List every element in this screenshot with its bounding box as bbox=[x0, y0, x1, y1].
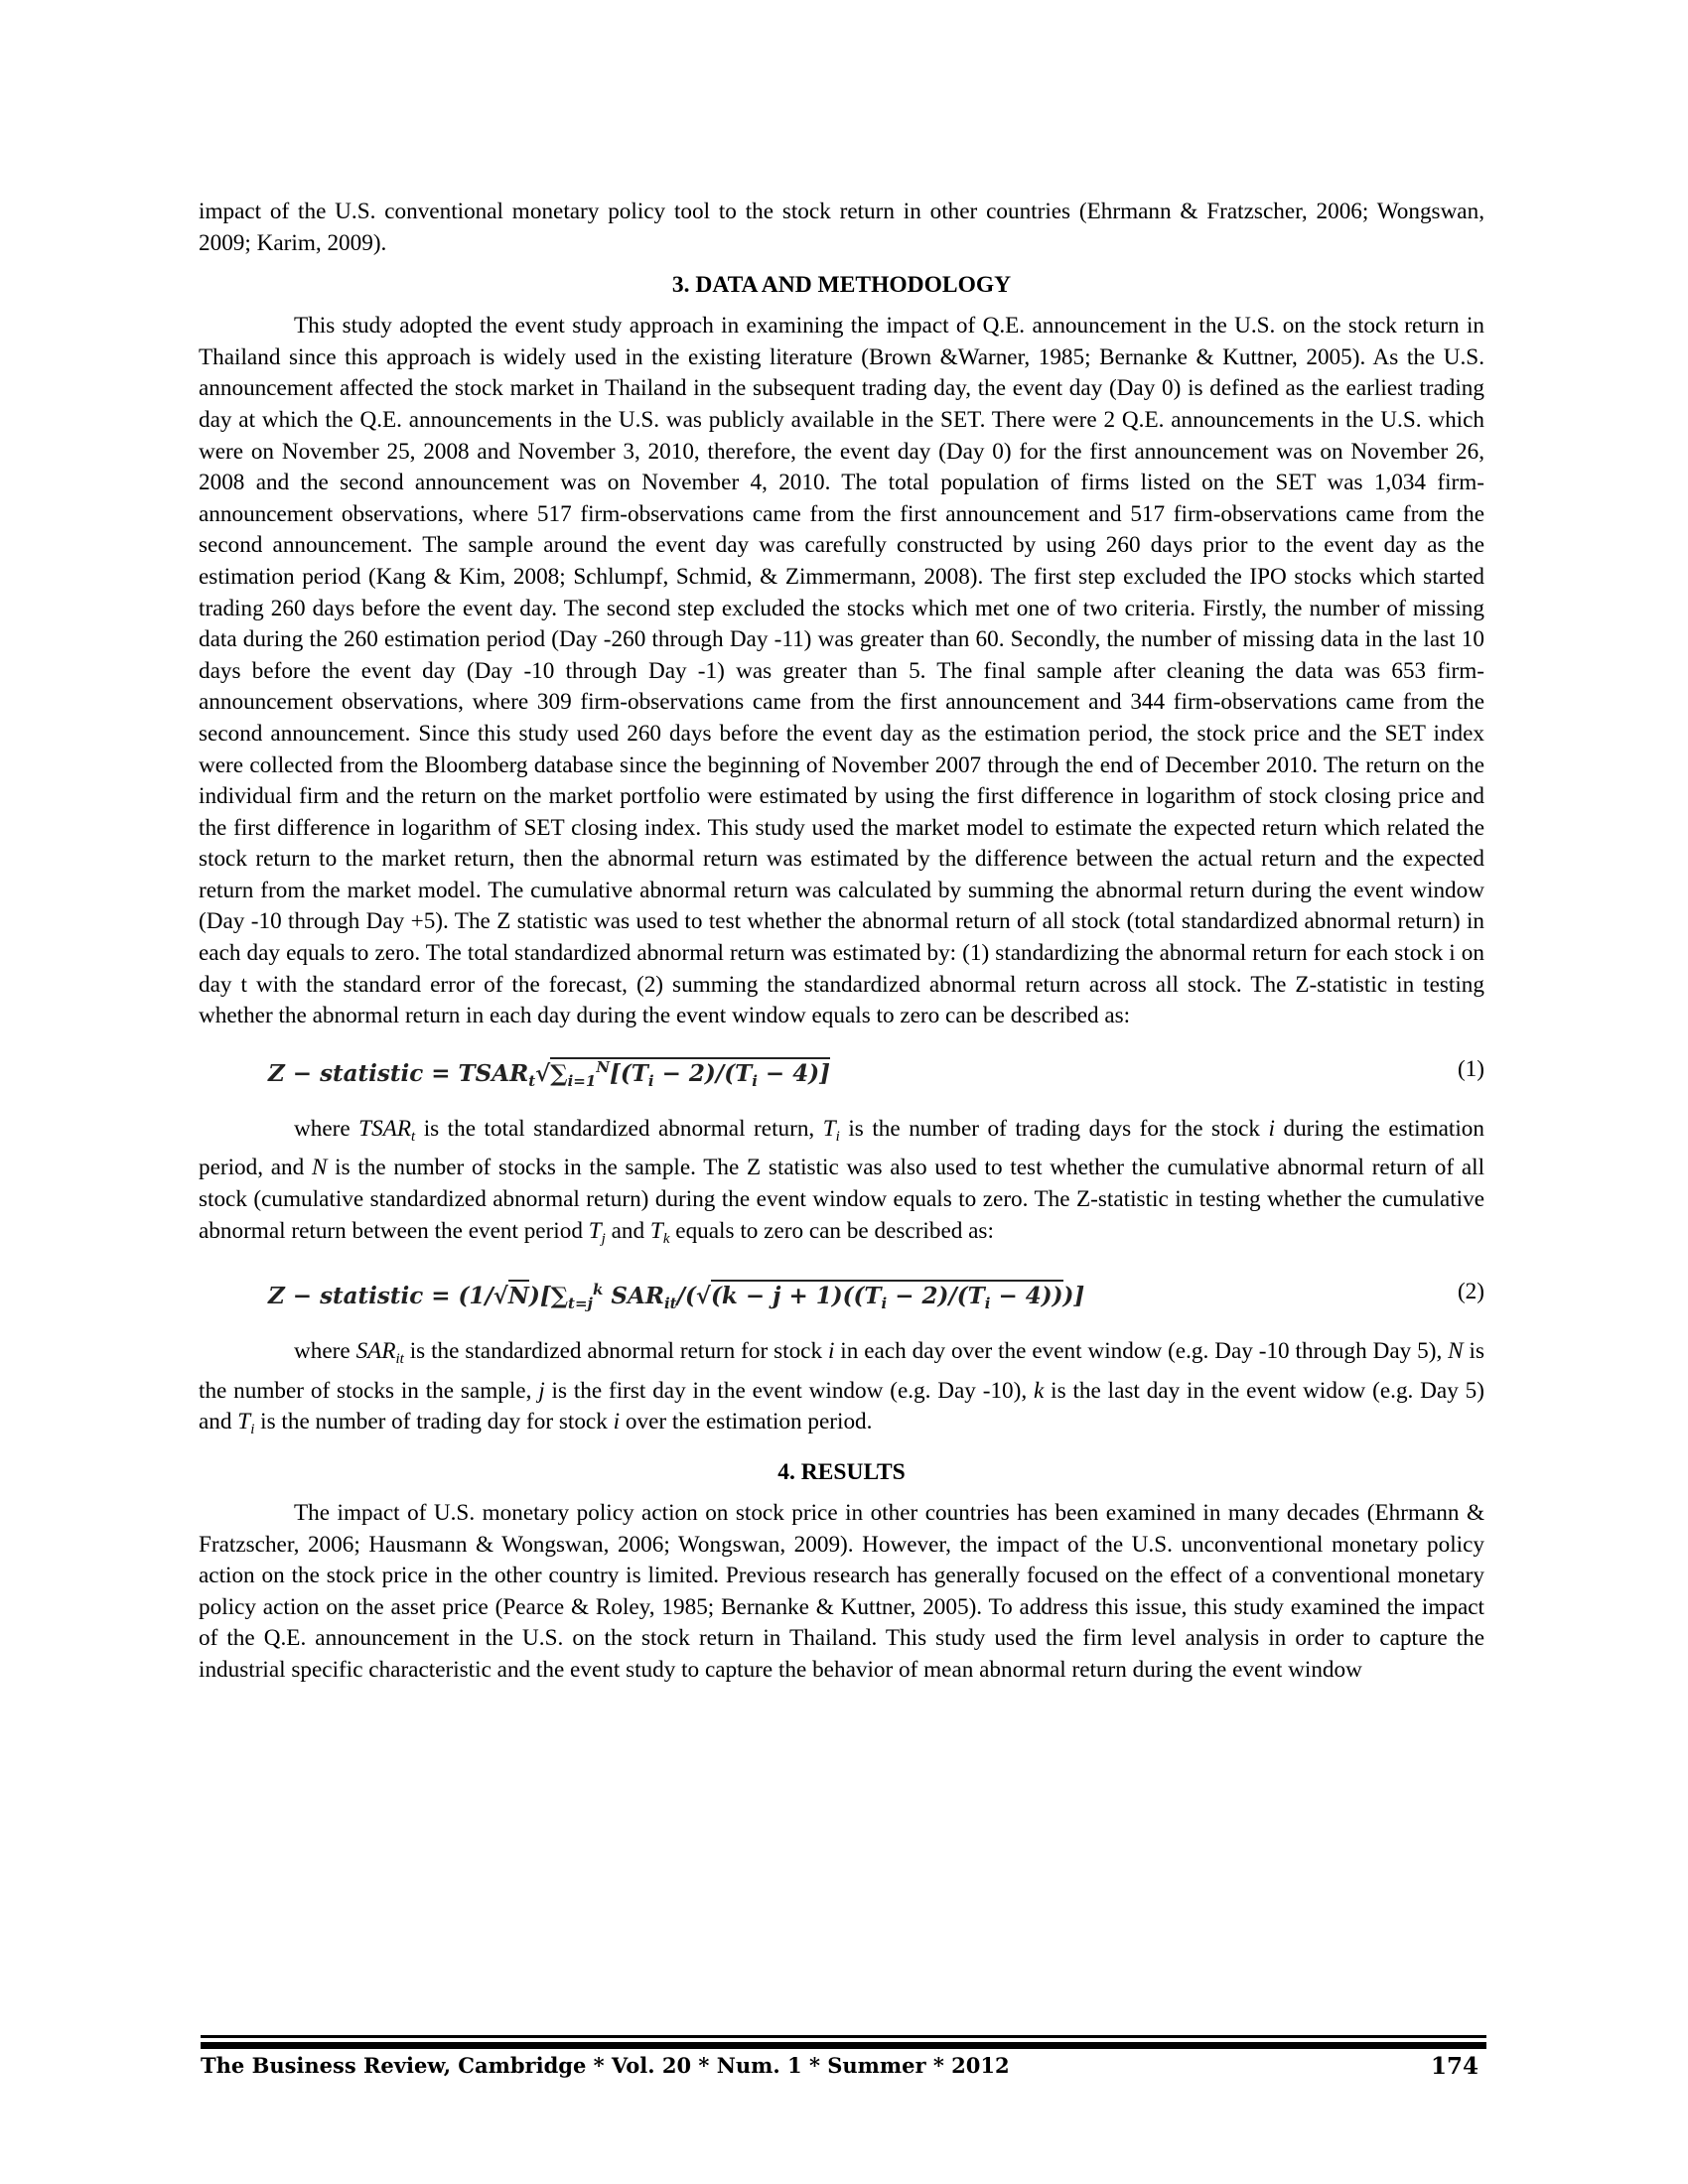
footer-rule-thick bbox=[201, 2042, 1486, 2049]
methodology-paragraph: This study adopted the event study approach in examining the impact of Q.E. announcement in the U.S. on the stock return in Thailand since this approach is widely used in the existing literature (Brown &Warner, 1985; Bernanke & Kuttner, 2005). As the U.S. announcement affected the stock market in Thailand in the subsequent trading day, the event day (Day 0) is defined as the earliest trading day at which the Q.E. announcements in the U.S. was publicly available in the SET. There were 2 Q.E. announcements in the U.S. which were on November 25, 2008 and November 3, 2010, therefore, the event day (Day 0) for the first announcement was on November 26, 2008 and the second announcement was on November 4, 2010. The total population of firms listed on the SET was 1,034 firm-announcement observations, where 517 firm-observations came from the first announcement and 517 firm-observations came from the second announcement. The sample around the event day was carefully constructed by using 260 days prior to the event day as the estimation period (Kang & Kim, 2008; Schlumpf, Schmid, & Zimmermann, 2008). The first step excluded the IPO stocks which started trading 260 days before the event day. The second step excluded the stocks which met one of two criteria. Firstly, the number of missing data during the 260 estimation period (Day -260 through Day -11) was greater than 60. Secondly, the number of missing data in the last 10 days before the event day (Day -10 through Day -1) was greater than 5. The final sample after cleaning the data was 653 firm-announcement observations, where 309 firm-observations came from the first announcement and 344 firm-observations came from the second announcement. Since this study used 260 days before the event day as the estimation period, the stock price and the SET index were collected from the Bloomberg database since the beginning of November 2007 through the end of December 2010. The return on the individual firm and the return on the market portfolio were estimated by using the first difference in logarithm of stock closing price and the first difference in logarithm of SET closing index. This study used the market model to estimate the expected return which related the stock return to the market return, then the abnormal return was estimated by the difference between the actual return and the expected return from the market model. The cumulative abnormal return was calculated by summing the abnormal return during the event window (Day -10 through Day +5). The Z statistic was used to test whether the abnormal return of all stock (total standardized abnormal return) in each day equals to zero. The total standardized abnormal return was estimated by: (1) standardizing the abnormal return for each stock i on day t with the standard error of the forecast, (2) summing the standardized abnormal return across all stock. The Z-statistic in testing whether the abnormal return in each day during the event window equals to zero can be described as: bbox=[199, 313, 1484, 1029]
equation-1 bbox=[199, 1046, 1484, 1100]
section-3-heading: 3. DATA AND METHODOLOGY bbox=[671, 272, 1012, 299]
section-4-heading: 4. RESULTS bbox=[777, 1459, 906, 1485]
page-body bbox=[199, 197, 1484, 1687]
results-paragraph: The impact of U.S. monetary policy action on stock price in other countries has been examined in many decades (Ehrmann & Fratzscher, 2006; Hausmann & Wongswan, 2006; Wongswan, 2009). However, the impact of the U.S. unconventional monetary policy action on the stock price in the other country is limited. Previous research has generally focused on the effect of a conventional monetary policy action on the asset price (Pearce & Roley, 1985; Bernanke & Kuttner, 2005). To address this issue, this study examined the impact of the Q.E. announcement in the U.S. on the stock return in Thailand. This study used the firm level analysis in order to capture the industrial specific characteristic and the event study to capture the behavior of mean abnormal return during the event window bbox=[199, 1500, 1484, 1683]
equation-1-number: (1) bbox=[1457, 1055, 1484, 1082]
intro-continuation: impact of the U.S. conventional monetary policy tool to the stock return in other countries (Ehrmann & Fratzscher, 2006; Wongswan, 2009; Karim, 2009). bbox=[199, 199, 1484, 256]
equation-2 bbox=[199, 1269, 1484, 1322]
equation-2-formula: Z − statistic = $(1/√N)[\sum_{t=j}^k$ $SAR_{it}/(√(k - j + 1)((T_i - 2)/(T_i - 4)))$] bbox=[268, 1281, 1085, 1313]
page-number: 174 bbox=[1430, 2053, 1478, 2080]
footer-rule-thin bbox=[201, 2035, 1486, 2038]
journal-citation: The Business Review, Cambridge * Vol. 20 * Num. 1 * Summer * 2012 bbox=[201, 2053, 1010, 2078]
equation-2-number: (2) bbox=[1457, 1279, 1484, 1305]
where-paragraph-1: where $TSAR_t$ is the total standardized abnormal return, $T_i$ is the number of trading days for the stock i during the estimation period, and N is the number of stocks in the sample. The Z statistic was also used to test whether the cumulative abnormal return of all stock (cumulative standardized abnormal return) during the event window equals to zero. The Z-statistic in testing whether the cumulative abnormal return between the event period $T_j$ and $T_k$ equals to zero can be described as: bbox=[199, 1115, 1485, 1247]
where-paragraph-2: where $SAR_{it}$ is the standardized abnormal return for stock i in each day over the event window (e.g. Day -10 through Day 5), N is the number of stocks in the sample, j is the first day in the event window (e.g. Day -10), k is the last day in the event widow (e.g. Day 5) and $T_i$ is the number of trading day for stock i over the estimation period. bbox=[199, 1338, 1484, 1438]
equation-1-formula: Z − statistic = $TSAR_t√\sum_{i=1}^N[(T_i - 2)/(T_i - 4)]$ bbox=[268, 1057, 830, 1090]
